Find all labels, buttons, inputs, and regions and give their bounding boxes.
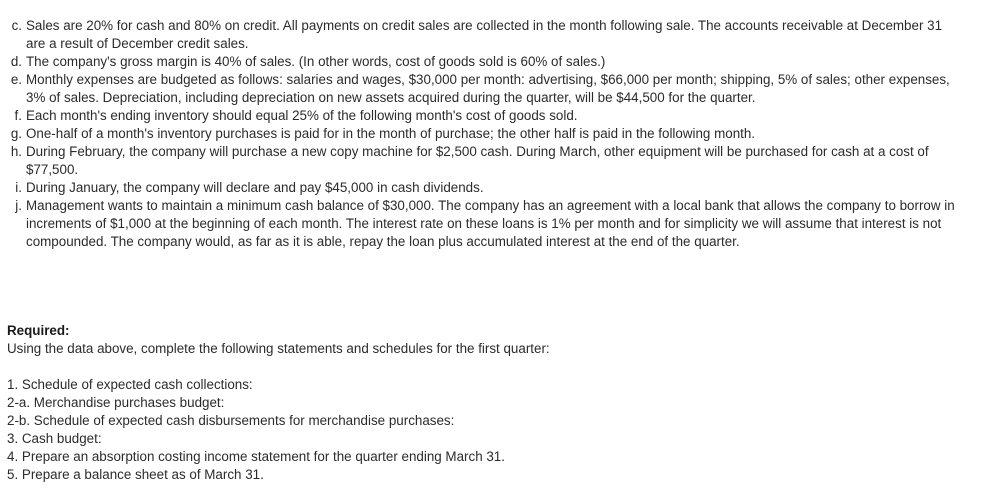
required-heading: Required: bbox=[7, 323, 70, 338]
assumption-item bbox=[0, 125, 960, 143]
task-item: 2-a. Merchandise purchases budget: bbox=[7, 395, 225, 410]
assumption-item bbox=[0, 71, 960, 107]
task-list bbox=[7, 376, 505, 484]
assumption-item bbox=[0, 179, 960, 197]
assumptions-list bbox=[0, 17, 960, 251]
assumption-text: The company's gross margin is 40% of sales. (In other words, cost of goods sold is 60% of sales.) bbox=[26, 54, 606, 69]
task-item: 2-b. Schedule of expected cash disbursements for merchandise purchases: bbox=[7, 413, 455, 428]
assumption-marker: f. bbox=[14, 108, 22, 123]
assumption-marker: h. bbox=[10, 144, 22, 159]
assumption-item bbox=[0, 143, 960, 179]
required-intro: Using the data above, complete the following statements and schedules for the first quarter: bbox=[7, 341, 550, 356]
assumption-marker: i. bbox=[15, 180, 22, 195]
required-section bbox=[7, 322, 550, 358]
assumption-marker: j. bbox=[15, 198, 22, 213]
assumption-text: During January, the company will declare and pay $45,000 in cash dividends. bbox=[26, 180, 484, 195]
assumption-item bbox=[0, 53, 960, 71]
task-item: 1. Schedule of expected cash collections: bbox=[7, 377, 253, 392]
assumption-text: One-half of a month's inventory purchases is paid for in the month of purchase; the other half is paid in the following month. bbox=[26, 126, 756, 141]
assumption-item bbox=[0, 197, 960, 251]
task-item: 4. Prepare an absorption costing income statement for the quarter ending March 31. bbox=[7, 449, 505, 464]
task-item: 3. Cash budget: bbox=[7, 431, 102, 446]
assumption-text: Sales are 20% for cash and 80% on credit. All payments on credit sales are collected in the month following sale. The accounts receivable at December 31 are a result of December credit sales. bbox=[26, 18, 943, 51]
assumption-item bbox=[0, 107, 960, 125]
task-item: 5. Prepare a balance sheet as of March 31. bbox=[7, 467, 264, 482]
assumption-text: Monthly expenses are budgeted as follows: salaries and wages, $30,000 per month: advertising, $66,000 per month; shipping, 5% of sales; other expenses, 3% of sales. Depreciation, including depreciation on new assets acquired during the quarter, will be $44,500 for the quarter. bbox=[26, 72, 950, 105]
assumption-text: During February, the company will purchase a new copy machine for $2,500 cash. During March, other equipment will be purchased for cash at a cost of $77,500. bbox=[26, 144, 929, 177]
assumption-marker: e. bbox=[10, 72, 22, 87]
assumption-marker: c. bbox=[11, 18, 22, 33]
assumption-marker: g. bbox=[10, 126, 22, 141]
assumption-text: Each month's ending inventory should equal 25% of the following month's cost of goods sold. bbox=[26, 108, 578, 123]
assumption-item bbox=[0, 17, 960, 53]
assumption-marker: d. bbox=[10, 54, 22, 69]
assumption-text: Management wants to maintain a minimum cash balance of $30,000. The company has an agreement with a local bank that allows the company to borrow in increments of $1,000 at the beginning of each month. The interest rate on these loans is 1% per month and for simplicity we will assume that interest is not compounded. The company would, as far as it is able, repay the loan plus accumulated interest at the end of the quarter. bbox=[26, 198, 955, 249]
